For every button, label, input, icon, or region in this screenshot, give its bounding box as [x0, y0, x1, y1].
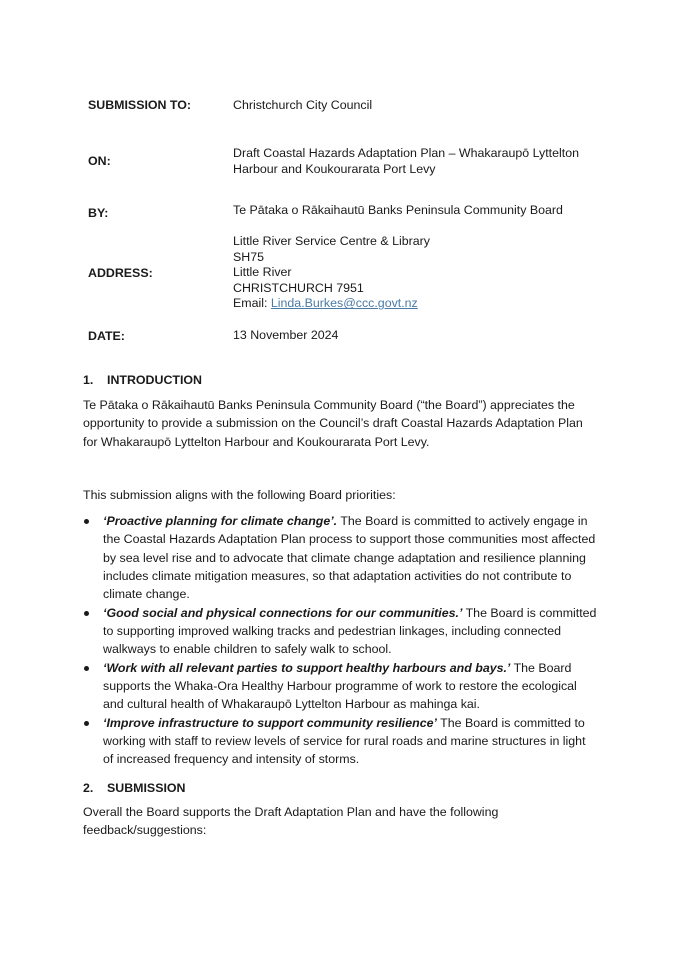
- priority-title: ‘Improve infrastructure to support community resilience’: [103, 715, 437, 730]
- priority-title: ‘Proactive planning for climate change’.: [103, 514, 338, 528]
- address-value: [233, 234, 613, 312]
- date-label: DATE:: [88, 329, 125, 343]
- email-line: [233, 296, 613, 312]
- section-2-heading: [83, 781, 185, 795]
- priority-text: The Board is committed to working with staff to review levels of service for rural roads and marine structures in light of increased frequency and intensity of storms.: [103, 715, 586, 767]
- section-1-heading: [83, 373, 202, 387]
- email-link[interactable]: Linda.Burkes@ccc.govt.nz: [270, 296, 418, 311]
- section-2-number: 2.: [83, 781, 94, 795]
- on-label: ON:: [88, 154, 111, 168]
- address-label: ADDRESS:: [88, 266, 153, 280]
- address-line: Little River: [233, 265, 292, 280]
- bullet-icon: [84, 666, 89, 671]
- introduction-paragraph: Te Pātaka o Rākaihautū Banks Peninsula Community Board (“the Board”) appreciates the opportunity to provide a submission on the Council’s draft Coastal Hazards Adaptation Plan for Whakaraupō Lyttelton Harbour and Koukourarata Port Levy.: [83, 398, 583, 449]
- by-label: BY:: [88, 206, 109, 220]
- priority-title: ‘Good social and physical connections for our communities.’: [103, 605, 463, 620]
- bullet-icon: [84, 519, 89, 524]
- priorities-intro: This submission aligns with the following Board priorities:: [83, 488, 396, 502]
- priority-text: The Board is committed to supporting improved walking tracks and pedestrian linkages, including connected walkways to enable children to safely walk to school.: [103, 605, 597, 657]
- on-line: Draft Coastal Hazards Adaptation Plan – Whakaraupō Lyttelton: [233, 146, 579, 160]
- section-1-title: INTRODUCTION: [107, 373, 202, 387]
- priority-text: The Board supports the Whaka-Ora Healthy Harbour programme of work to restore the ecological and cultural health of Whakaraupō Lyttelton Harbour as mahinga kai.: [103, 660, 577, 712]
- priority-title: ‘Work with all relevant parties to support healthy harbours and bays.’: [103, 660, 511, 675]
- section-2-title: SUBMISSION: [107, 781, 186, 795]
- address-line: SH75: [233, 249, 264, 264]
- by-value: Te Pātaka o Rākaihautū Banks Peninsula Community Board: [233, 203, 563, 217]
- submission-to-value: Christchurch City Council: [233, 98, 373, 112]
- on-value: [233, 146, 613, 177]
- submission-paragraph: Overall the Board supports the Draft Adaptation Plan and have the following feedback/suggestions:: [83, 805, 499, 838]
- priorities-list: [83, 512, 598, 769]
- bullet-icon: [84, 611, 89, 616]
- email-prefix: Email:: [233, 296, 271, 311]
- bullet-icon: [84, 721, 89, 726]
- section-1-number: 1.: [83, 373, 94, 387]
- list-item: [83, 604, 598, 659]
- list-item: [83, 659, 598, 714]
- on-line: Harbour and Koukourarata Port Levy: [233, 161, 436, 176]
- list-item: [83, 512, 598, 603]
- submission-to-label: SUBMISSION TO:: [88, 98, 192, 112]
- address-line: CHRISTCHURCH 7951: [233, 280, 364, 295]
- date-value: 13 November 2024: [233, 328, 339, 342]
- priority-text: The Board is committed to actively engage in the Coastal Hazards Adaptation Plan process to support those communities most affected by sea level rise and to advocate that climate change adaptation and resilience planning includes climate mitigation measures, so that adaptation activities do not contribute to climate change.: [103, 514, 596, 602]
- list-item: [83, 714, 598, 769]
- address-line: Little River Service Centre & Library: [233, 234, 430, 248]
